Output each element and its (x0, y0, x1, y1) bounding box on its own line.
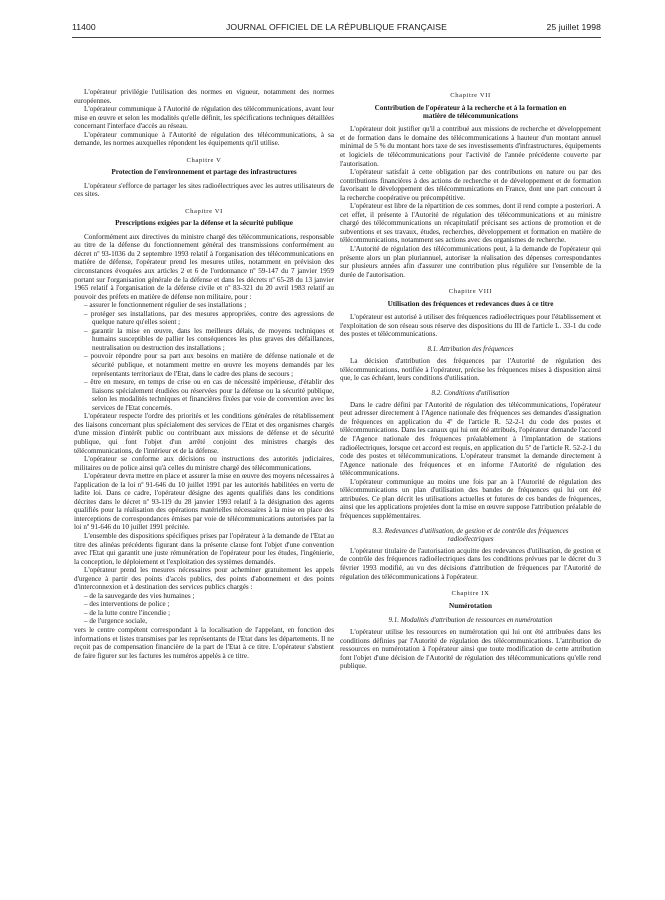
page-number: 11400 (72, 22, 96, 32)
page-header (72, 22, 601, 38)
chapter-v-label: Chapitre V (186, 156, 222, 164)
list-item: – être en mesure, en temps de crise ou en cas de nécessité impérieuse, d'établir des liaisons spécialement étudiées ou réservées pour la défense ou la sécurité publique, selon les modalités techniques et financières fixées par voie de convention avec les services de l'Etat concernés. (84, 378, 334, 412)
paragraph: L'Autorité de régulation des télécommunications peut, à la demande de l'opérateur qui présente alors un plan pluriannuel, autoriser la réalisation des dépenses correspondantes sur plusieurs années afin d'assurer une contribution plus régulière sur l'ensemble de la durée de l'autorisation. (340, 245, 601, 279)
header-rule (72, 37, 601, 38)
paragraph: Conformément aux directives du ministre chargé des télécommunications, responsable au titre de la défense du fonctionnement général des transmissions conformément au décret nº 93-1036 du 2 septembre 1993 relatif à l'organisation des télécommunications en matière de défense, l'opérateur prend les mesures utiles, notamment en prévision des circonstances évoquées aux articles 2 et 6 de l'ordonnance nº 59-147 du 7 janvier 1959 portant sur l'organisation générale de la défense et dans les décrets nº 65-28 du 13 janvier 1965 relatif à l'organisation de la défense civile et nº 83-321 du 20 avril 1983 relatif au pouvoir des préfets en matière de défense non militaire, pour : (74, 232, 334, 301)
chapter-vi-title: Prescriptions exigées par la défense et la sécurité publique (115, 219, 293, 228)
list-item: – garantir la mise en œuvre, dans les meilleurs délais, de moyens techniques et humains susceptibles de pallier les conséquences les plus graves des défaillances, neutralisation ou destruction des installations ; (84, 327, 334, 353)
chapter-vi-label: Chapitre VI (185, 207, 223, 215)
chapter-ix-label: Chapitre IX (451, 590, 490, 598)
section-8-3-title: 8.3. Redevances d'utilisation, de gestion et de contrôle des fréquences radioélectriques (372, 526, 569, 543)
paragraph: Dans le cadre défini par l'Autorité de régulation des télécommunications, l'opérateur peut adresser directement à l'Agence nationale des fréquences ses demandes d'assignation de fréquences en application du 4º de l'article R. 52-2-1 du code des postes et télécommunications. Dans les canaux qui lui ont été attribués, l'opérateur demande l'accord de l'Agence nationale des fréquences préalablement à l'implantation de stations radioélectriques, lorsque cet accord est requis, en application du 5º de l'article R. 52-2-1 du code des postes et télécommunications. L'opérateur transmet la demande directement à l'Agence nationale des fréquences et en informe l'Autorité de régulation des télécommunications. (340, 400, 601, 478)
paragraph: L'opérateur communique à l'Autorité de régulation des télécommunications, avant leur mise en œuvre et selon les modalités qu'elle définit, les spécifications techniques détaillées concernant l'interface d'accès au réseau. (74, 105, 334, 131)
paragraph: L'opérateur doit justifier qu'il a contribué aux missions de recherche et développement et de formation dans le domaine des télécommunications à hauteur d'un montant annuel minimal de 5 % du montant hors taxe de ses investissements d'infrastructures, équipements et logiciels de télécommunications pour l'activité de l'année précédente couverte par l'autorisation. (340, 125, 601, 168)
paragraph: L'opérateur titulaire de l'autorisation acquitte des redevances d'utilisation, de gestion et de contrôle des fréquences radioélectriques dans les conditions prévues par le décret du 3 février 1993 modifié, au vu des décisions d'attribution de fréquences par l'Autorité de régulation des télécommunications à l'opérateur. (340, 546, 601, 581)
paragraph: L'ensemble des dispositions spécifiques prises par l'opérateur à la demande de l'Etat au titre des alinéas précédents figurant dans la présente clause font l'objet d'une convention avec l'Etat qui garantit une juste rémunération de l'opérateur pour les études, l'ingénierie, la conception, le déploiement et l'exploitation des systèmes demandés. (74, 531, 334, 566)
chapter-v-title: Protection de l'environnement et partage des infrastructures (111, 168, 297, 177)
chapter-ix-title: Numérotation (449, 601, 492, 610)
list-item: – de la lutte contre l'incendie ; (84, 609, 334, 618)
paragraph: L'opérateur communique au moins une fois par an à l'Autorité de régulation des télécommunications un plan d'utilisation des bandes de fréquences qui lui ont été attribuées. Ce plan décrit les utilisations actuelles et futures de ces bandes de fréquences, ainsi que les applications projetées dont la mise en œuvre suppose l'attribution préalable de fréquences supplémentaires. (340, 477, 601, 520)
list-item: – de la sauvegarde des vies humaines ; (84, 592, 334, 601)
paragraph: L'opérateur prend les mesures nécessaires pour acheminer gratuitement les appels d'urgence à partir des points d'accès publics, des points d'abonnement et des points d'interconnexion et à destination des services publics chargés : (74, 566, 334, 592)
list-item: – protéger ses installations, par des mesures appropriées, contre des agressions de quelque nature qu'elles soient ; (84, 310, 334, 327)
chapter-viii-label: Chapitre VIII (448, 288, 493, 296)
paragraph: L'opérateur se conforme aux décisions ou instructions des autorités judiciaires, militaires ou de police ainsi qu'à celles du ministre chargé des télécommunications. (74, 455, 334, 472)
list-item: – des interventions de police ; (84, 600, 334, 609)
list-item: – pouvoir répondre pour sa part aux besoins en matière de défense nationale et de sécurité publique, et notamment mettre en œuvre les moyens demandés par les représentants territoriaux de l'Etat, dans le cadre des plans de secours ; (84, 352, 334, 378)
chapter-viii-title: Utilisation des fréquences et redevances dues à ce titre (387, 299, 554, 308)
paragraph: L'opérateur devra mettre en place et assurer la mise en œuvre des moyens nécessaires à l'application de la loi nº 91-646 du 10 juillet 1991 par les autorités habilitées en vertu de ladite loi. Dans ce cadre, l'opérateur désigne des agents qualifiés dans les conditions décrites dans le décret nº 93-119 du 28 janvier 1993 relatif à la désignation des agents qualifiés pour la réalisation des opérations matérielles nécessaires à la mise en place des interceptions de correspondances émises par voie de télécommunications autorisées par la loi nº 91-646 du 10 juillet 1991 précitée. (74, 472, 334, 532)
paragraph: L'opérateur privilégie l'utilisation des normes en vigueur, notamment des normes européennes. (74, 88, 334, 105)
paragraph: L'opérateur s'efforce de partager les sites radioélectriques avec les autres utilisateurs de ces sites. (74, 181, 334, 199)
right-column (340, 92, 601, 671)
list-item: – assurer le fonctionnement régulier de ses installations ; (84, 301, 334, 310)
journal-title: JOURNAL OFFICIEL DE LA RÉPUBLIQUE FRANÇAISE (226, 22, 447, 32)
paragraph: L'opérateur est autorisé à utiliser des fréquences radioélectriques pour l'établissement et l'exploitation de son réseau sous réserve des dispositions du III de l'article L. 33-1 du code des postes et télécommunications. (340, 313, 601, 339)
paragraph: L'opérateur est libre de la répartition de ces sommes, dont il rend compte a posteriori. A cet effet, il présente à l'Autorité de régulation des télécommunications et au ministre chargé des télécommunications un récapitulatif précisant ses actions de promotion et de subventions et ses travaux, études, recherches, développement et formation en matière de télécommunications, notamment ses actions avec des organismes de recherche. (340, 202, 601, 245)
chapter-vii-label: Chapitre VII (450, 92, 491, 99)
list-item: – de l'urgence sociale, (84, 617, 334, 626)
paragraph: L'opérateur respecte l'ordre des priorités et les conditions générales de rétablissement des liaisons concernant plus spécialement des services de l'Etat et des organismes chargés d'une mission d'intérêt public ou contribuant aux missions de défense et de sécurité publique, qui font l'objet d'un arrêté conjoint des ministres chargés des télécommunications, de l'intérieur et de la défense. (74, 412, 334, 455)
paragraph: L'opérateur utilise les ressources en numérotation qui lui ont été attribuées dans les conditions définies par l'Autorité de régulation des télécommunications. L'attribution de ressources en numérotation à l'opérateur ainsi que toute modification de cette attribution font l'objet d'une décision de l'Autorité de régulation des télécommunications qu'elle rend publique. (340, 628, 601, 671)
section-9-1-title: 9.1. Modalités d'attribution de ressources en numérotation (388, 616, 553, 625)
paragraph: L'opérateur communique à l'Autorité de régulation des télécommunications, à sa demande, les normes auxquelles répondent les équipements qu'il utilise. (74, 130, 334, 148)
obligations-list (74, 301, 334, 412)
paragraph: La décision d'attribution des fréquences par l'Autorité de régulation des télécommunications, notifiée à l'opérateur, précise les fréquences mises à disposition ainsi que, le cas échéant, leurs conditions d'utilisation. (340, 357, 601, 383)
paragraph: L'opérateur satisfait à cette obligation par des contributions en nature ou par des contributions financières à des actions de recherche et de développement et de formation favorisant le développement des télécommunications en France, dont une part concourt à la recherche coopérative ou précompétitive. (340, 168, 601, 202)
left-column (74, 88, 334, 660)
emergency-services-list (74, 592, 334, 626)
section-8-2-title: 8.2. Conditions d'utilisation (431, 388, 510, 397)
section-8-1-title: 8.1. Attribution des fréquences (427, 344, 514, 353)
issue-date: 25 juillet 1998 (546, 22, 601, 32)
chapter-vii-title: Contribution de l'opérateur à la recherche et à la formation en matière de télécommunications (374, 103, 567, 120)
paragraph: vers le centre compétent correspondant à la localisation de l'appelant, en fonction des informations et listes transmises par les représentants de l'Etat dans les départements. Il ne reçoit pas de compensation financière de la part de l'Etat à ce titre. L'opérateur s'abstient de faire figurer sur les factures les numéros appelés à ce titre. (74, 625, 334, 660)
